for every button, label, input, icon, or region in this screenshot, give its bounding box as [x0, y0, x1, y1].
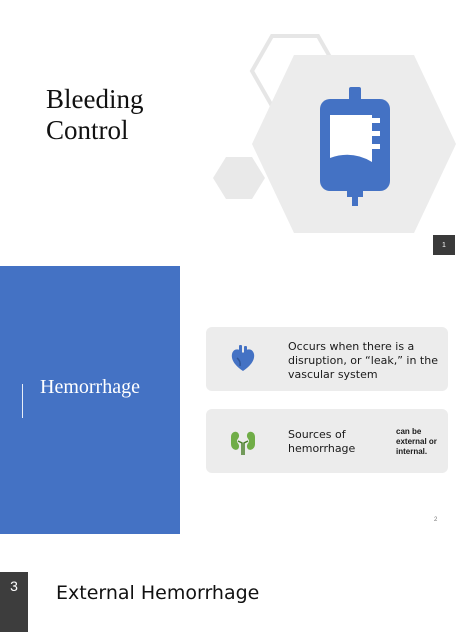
- slide-number: 1: [433, 235, 455, 255]
- title-line-2: Control: [46, 115, 129, 145]
- info-card-definition: [206, 327, 448, 391]
- small-hexagon: [213, 157, 265, 199]
- page-number: 2: [434, 517, 438, 523]
- hemorrhage-slide: [0, 266, 474, 534]
- slide-number: 3: [0, 572, 28, 632]
- title-slide: [0, 0, 474, 262]
- card-text: Occurs when there is a disruption, or “leak,” in the vascular system: [288, 340, 438, 381]
- slide-title: External Hemorrhage: [56, 582, 260, 604]
- slide-title: [46, 84, 143, 146]
- kidneys-icon: [228, 426, 258, 456]
- panel-title: Hemorrhage: [40, 376, 140, 398]
- heart-icon: [228, 344, 258, 374]
- card-subtext: can be external or internal.: [396, 427, 437, 456]
- title-line-1: Bleeding: [46, 84, 144, 114]
- title-panel: [0, 266, 180, 534]
- external-hemorrhage-slide: [0, 556, 474, 632]
- info-card-sources: [206, 409, 448, 473]
- card-text: Sources of hemorrhage: [288, 428, 356, 455]
- iv-bag-icon: [320, 87, 390, 206]
- divider: [22, 384, 23, 418]
